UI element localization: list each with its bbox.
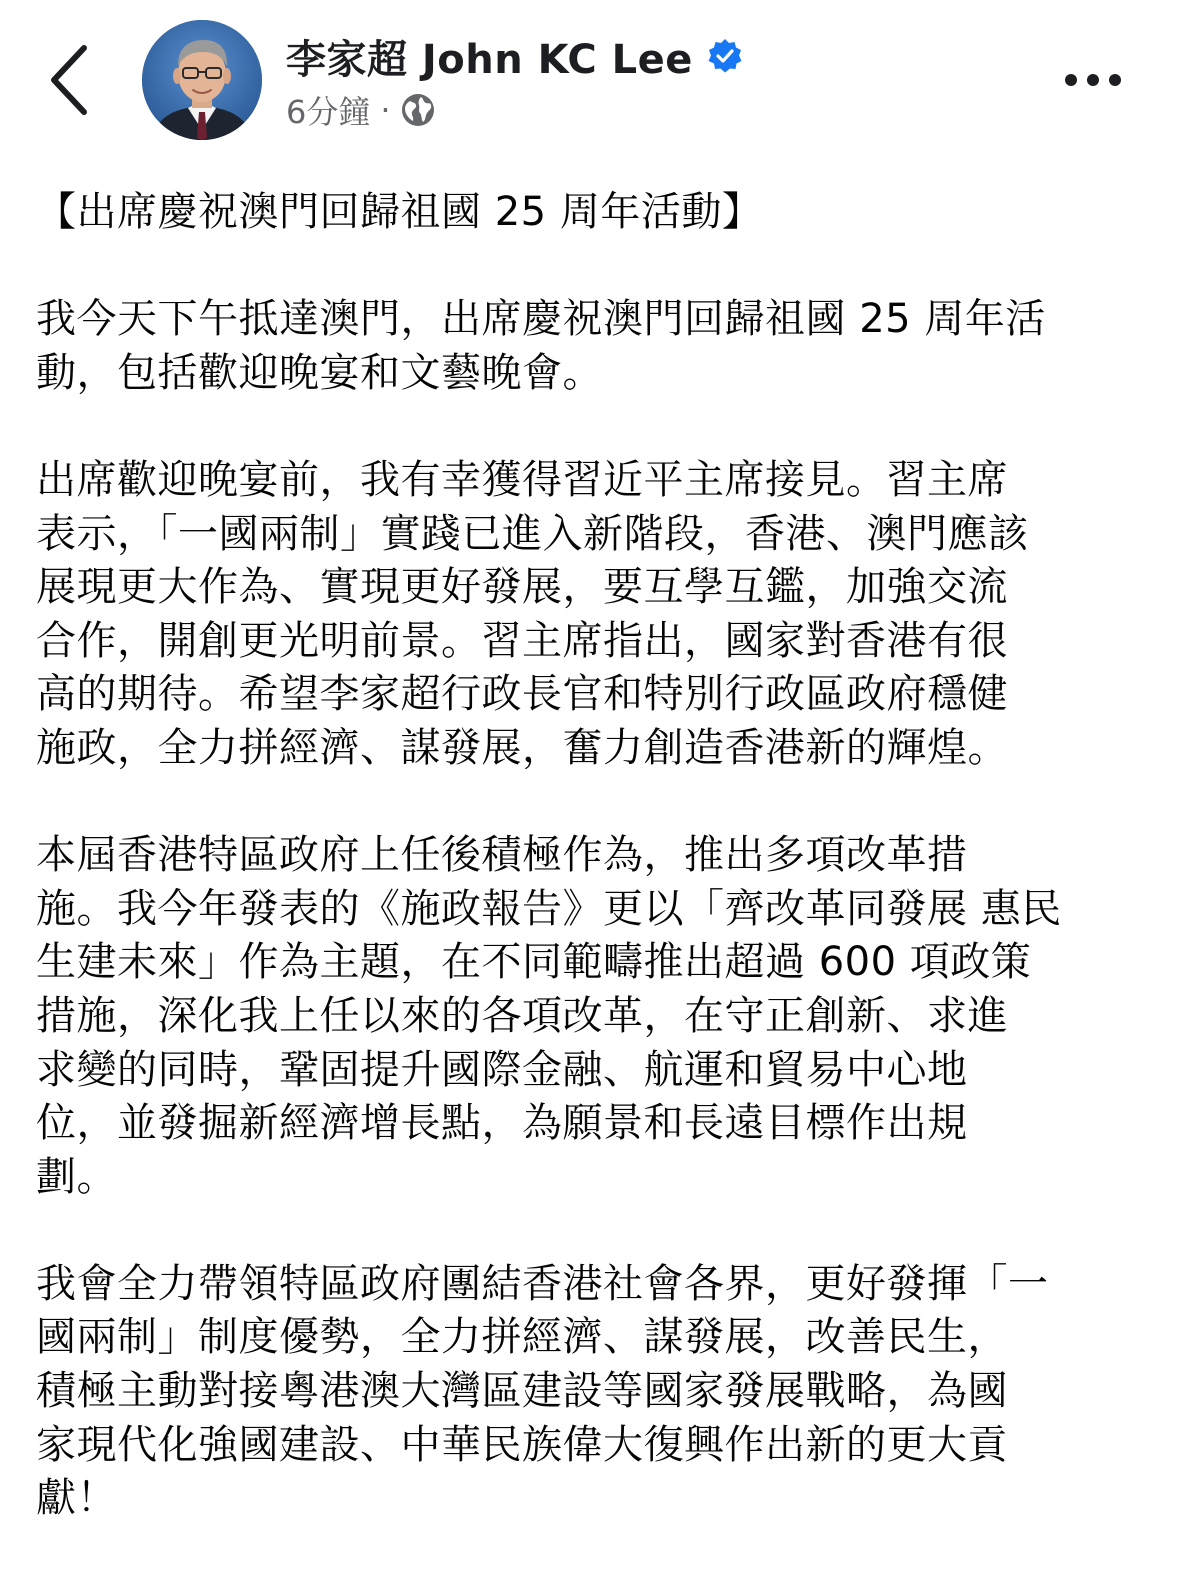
text-line: 施政，全力拼經濟、謀發展，奮力創造香港新的輝煌。 <box>36 724 1008 771</box>
text-line: 家現代化強國建設、中華民族偉大復興作出新的更大貢 <box>36 1421 1008 1468</box>
text-line: 表示，「一國兩制」實踐已進入新階段，香港、澳門應該 <box>36 510 1029 557</box>
back-button[interactable] <box>40 40 100 120</box>
text-line: 國兩制」制度優勢，全力拼經濟、謀發展，改善民生， <box>36 1314 1008 1361</box>
more-options-button[interactable] <box>1060 58 1126 102</box>
more-options-icon <box>1060 58 1126 102</box>
text-line: 獻！ <box>36 1475 117 1522</box>
text-line: 展現更大作為、實現更好發展，要互學互鑑，加強交流 <box>36 564 1008 611</box>
verified-badge-icon <box>707 38 743 74</box>
avatar[interactable] <box>142 20 262 140</box>
text-line: 求變的同時，鞏固提升國際金融、航運和貿易中心地 <box>36 1046 968 1093</box>
text-line: 動，包括歡迎晚宴和文藝晚會。 <box>36 349 603 396</box>
text-line: 位，並發掘新經濟增長點，為願景和長遠目標作出規 <box>36 1100 968 1147</box>
author-name[interactable]: 李家超 John KC Lee <box>286 36 693 83</box>
text-line: 措施，深化我上任以來的各項改革，在守正創新、求進 <box>36 992 1008 1039</box>
text-line: 劃。 <box>36 1153 117 1200</box>
text-line: 生建未來」作為主題，在不同範疇推出超過 600 項政策 <box>36 939 1032 986</box>
text-line: 合作，開創更光明前景。習主席指出，國家對香港有很 <box>36 617 1008 664</box>
chevron-left-icon <box>40 40 100 120</box>
text-line: 我今天下午抵達澳門，出席慶祝澳門回歸祖國 25 周年活 <box>36 296 1046 343</box>
text-line: 積極主動對接粵港澳大灣區建設等國家發展戰略，為國 <box>36 1368 1008 1415</box>
meta-separator: · <box>380 91 391 129</box>
text-line: 本屆香港特區政府上任後積極作為，推出多項改革措 <box>36 832 968 879</box>
text-line: 出席歡迎晚宴前，我有幸獲得習近平主席接見。習主席 <box>36 456 1008 503</box>
post-paragraph <box>36 454 1146 776</box>
post-paragraph <box>36 1258 1146 1526</box>
post-title: 【出席慶祝澳門回歸祖國 25 周年活動】 <box>36 189 763 235</box>
text-line: 施。我今年發表的《施政報告》更以「齊改革同發展 惠民 <box>36 885 1062 932</box>
globe-icon <box>401 93 435 127</box>
post-header <box>0 0 1179 160</box>
post-body <box>36 186 1146 1526</box>
post-meta <box>286 88 435 132</box>
post-timestamp[interactable]: 6分鐘 <box>286 93 371 131</box>
text-line: 高的期待。希望李家超行政長官和特別行政區政府穩健 <box>36 671 1008 718</box>
text-line: 我會全力帶領特區政府團結香港社會各界，更好發揮「一 <box>36 1260 1049 1307</box>
profile-photo <box>142 20 262 140</box>
post-paragraph <box>36 829 1146 1204</box>
author-row <box>286 28 743 84</box>
post-paragraph <box>36 293 1146 400</box>
